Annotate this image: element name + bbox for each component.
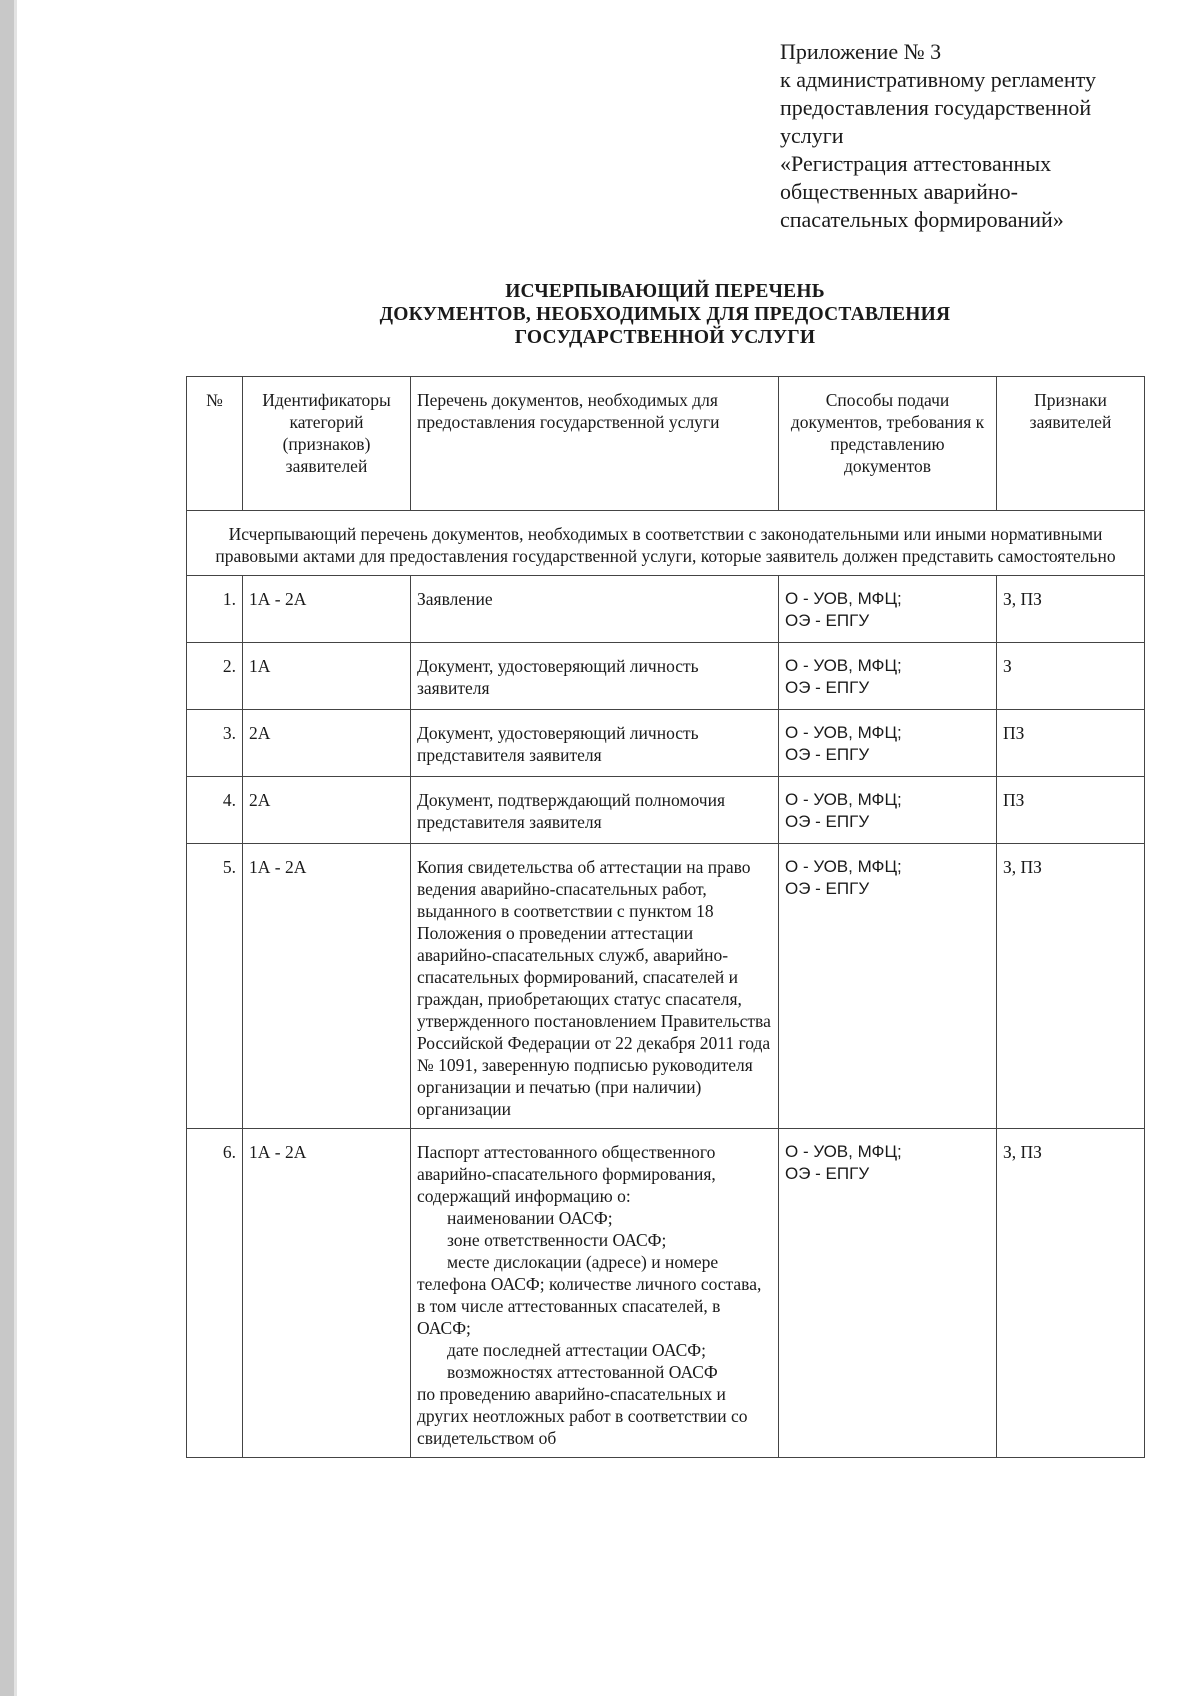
row-document: Документ, удостоверяющий личность заявителя <box>411 643 779 710</box>
method-line: ОЭ - ЕПГУ <box>785 745 870 764</box>
page-edge-shadow <box>0 0 14 1696</box>
appendix-line: услуги <box>780 123 844 148</box>
appendix-line: предоставления государственной <box>780 95 1092 120</box>
appendix-line: Приложение № 3 <box>780 39 942 64</box>
row-identifiers: 2А <box>243 777 411 844</box>
table-row <box>187 576 1145 643</box>
table-row <box>187 1129 1145 1458</box>
doc-item: дате последней аттестации ОАСФ; <box>447 1340 706 1360</box>
method-line: О - УОВ, МФЦ; <box>785 790 902 809</box>
row-signs: ПЗ <box>997 710 1145 777</box>
row-number: 2. <box>187 643 243 710</box>
table-header-row <box>187 377 1145 511</box>
row-identifiers: 2А <box>243 710 411 777</box>
row-number: 3. <box>187 710 243 777</box>
row-methods <box>779 844 997 1129</box>
row-methods <box>779 777 997 844</box>
appendix-line: спасательных формирований» <box>780 207 1064 232</box>
method-line: ОЭ - ЕПГУ <box>785 1164 870 1183</box>
doc-intro: Паспорт аттестованного общественного аварийно-спасательного формирования, содержащий информацию о: <box>417 1142 716 1206</box>
header-signs: Признаки заявителей <box>997 377 1145 511</box>
row-number: 6. <box>187 1129 243 1458</box>
doc-item: возможностях аттестованной ОАСФ <box>447 1362 718 1382</box>
table-row <box>187 777 1145 844</box>
appendix-line: к административному регламенту <box>780 67 1096 92</box>
row-document: Копия свидетельства об аттестации на право ведения аварийно-спасательных работ, выданного в соответствии с пунктом 18 Положения о проведении аттестации аварийно-спасательных служб, аварийно-спасательных формирований, спасателей и граждан, приобретающих статус спасателя, утвержденного постановлением Правительства Российской Федерации от 22 декабря 2011 года № 1091, заверенную подписью руководителя организации и печатью (при наличии) организации <box>411 844 779 1129</box>
row-document <box>411 1129 779 1458</box>
doc-item: месте дислокации (адресе) и номере <box>447 1252 719 1272</box>
title-line: ИСЧЕРПЫВАЮЩИЙ ПЕРЕЧЕНЬ <box>505 281 825 302</box>
method-line: О - УОВ, МФЦ; <box>785 857 902 876</box>
row-identifiers: 1А - 2А <box>243 1129 411 1458</box>
doc-item: зоне ответственности ОАСФ; <box>447 1230 667 1250</box>
method-line: ОЭ - ЕПГУ <box>785 678 870 697</box>
method-line: О - УОВ, МФЦ; <box>785 589 902 608</box>
row-number: 4. <box>187 777 243 844</box>
row-signs: З, ПЗ <box>997 576 1145 643</box>
row-methods <box>779 576 997 643</box>
row-methods <box>779 1129 997 1458</box>
title-line: ДОКУМЕНТОВ, НЕОБХОДИМЫХ ДЛЯ ПРЕДОСТАВЛЕНИЯ <box>379 304 951 325</box>
section-row <box>187 511 1145 576</box>
row-identifiers: 1А - 2А <box>243 576 411 643</box>
page-edge-highlight <box>14 0 17 1696</box>
row-identifiers: 1А <box>243 643 411 710</box>
row-signs: З, ПЗ <box>997 844 1145 1129</box>
row-number: 1. <box>187 576 243 643</box>
method-line: ОЭ - ЕПГУ <box>785 879 870 898</box>
appendix-line: общественных аварийно- <box>780 179 1018 204</box>
row-methods <box>779 643 997 710</box>
row-document: Документ, подтверждающий полномочия представителя заявителя <box>411 777 779 844</box>
document-title <box>186 280 1144 349</box>
row-methods <box>779 710 997 777</box>
doc-item: наименовании ОАСФ; <box>447 1208 613 1228</box>
method-line: О - УОВ, МФЦ; <box>785 656 902 675</box>
row-identifiers: 1А - 2А <box>243 844 411 1129</box>
appendix-note <box>780 38 1180 234</box>
title-line: ГОСУДАРСТВЕННОЙ УСЛУГИ <box>514 327 816 348</box>
method-line: ОЭ - ЕПГУ <box>785 812 870 831</box>
method-line: О - УОВ, МФЦ; <box>785 1142 902 1161</box>
documents-table <box>186 376 1145 1458</box>
doc-continuation: по проведению аварийно-спасательных и других неотложных работ в соответствии со свидетельством об <box>417 1384 748 1448</box>
row-signs: ПЗ <box>997 777 1145 844</box>
header-number: № <box>187 377 243 511</box>
table-row <box>187 844 1145 1129</box>
method-line: О - УОВ, МФЦ; <box>785 723 902 742</box>
row-document: Документ, удостоверяющий личность представителя заявителя <box>411 710 779 777</box>
section-heading: Исчерпывающий перечень документов, необходимых в соответствии с законодательными или иными нормативными правовыми актами для предоставления государственной услуги, которые заявитель должен представить самостоятельно <box>187 511 1145 576</box>
row-number: 5. <box>187 844 243 1129</box>
table-row <box>187 710 1145 777</box>
row-signs: З, ПЗ <box>997 1129 1145 1458</box>
header-documents: Перечень документов, необходимых для предоставления государственной услуги <box>411 377 779 511</box>
method-line: ОЭ - ЕПГУ <box>785 611 870 630</box>
doc-continuation: телефона ОАСФ; количестве личного состава, в том числе аттестованных спасателей, в ОАСФ; <box>417 1274 762 1338</box>
header-methods: Способы подачи документов, требования к представлению документов <box>779 377 997 511</box>
appendix-line: «Регистрация аттестованных <box>780 151 1052 176</box>
row-signs: З <box>997 643 1145 710</box>
header-identifiers: Идентификаторы категорий (признаков) заявителей <box>243 377 411 511</box>
row-document: Заявление <box>411 576 779 643</box>
table-row <box>187 643 1145 710</box>
